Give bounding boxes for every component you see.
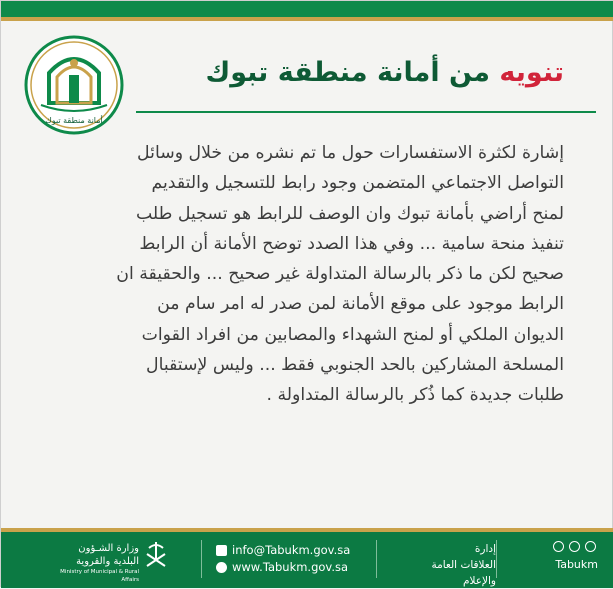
department-line1: إدارة: [474, 543, 496, 555]
header-divider: [136, 111, 596, 113]
page-title: [205, 57, 564, 88]
ministry-emblem: [143, 540, 169, 574]
department-name: [396, 541, 496, 589]
website-link[interactable]: www.Tabukm.gov.sa: [232, 560, 349, 574]
ministry-name: [59, 542, 139, 584]
top-green-band: [1, 1, 613, 21]
body-line: لمنح أراضي بأمانة تبوك وان الوصف للرابط هو تسجيل طلب: [135, 203, 564, 224]
contact-info: [216, 542, 350, 576]
body-line: تنفيذ منحة سامية ... وفي هذا الصدد توضح الأمانة أن الرابط: [139, 233, 564, 254]
footer-divider: [496, 540, 497, 578]
svg-text:أمانة منطقة تبوك: أمانة منطقة تبوك: [45, 116, 103, 125]
body-line: التواصل الاجتماعي المتضمن وجود رابط للتسجيل والتقديم: [151, 173, 564, 194]
footer-divider: [201, 540, 202, 578]
email-link[interactable]: info@Tabukm.gov.sa: [232, 543, 351, 557]
body-line: طلبات جديدة كما ذُكر بالرسالة المتداولة .: [266, 385, 564, 406]
social-handle: Tabukm: [555, 558, 598, 571]
body-line: إشارة لكثرة الاستفسارات حول ما تم نشره من خلال وسائل: [137, 143, 564, 163]
globe-icon: [216, 562, 227, 573]
email-icon: [216, 545, 227, 556]
body-line: الرابط موجود على موقع الأمانة لمن صدر له امر سام من: [157, 294, 564, 315]
body-line: المسلحة المشاركين بالحد الجنوبي فقط ... وليس لإستقبال: [146, 355, 564, 376]
snapchat-icon[interactable]: [569, 541, 580, 552]
ministry-line2: البلدية والقروية: [76, 556, 139, 567]
footer-divider: [376, 540, 377, 578]
title-rest: من أمانة منطقة تبوك: [205, 57, 500, 88]
body-line: صحيح لكن ما ذكر بالرسالة المتداولة غير صحيح ... والحقيقة ان: [116, 264, 564, 285]
instagram-icon[interactable]: [553, 541, 564, 552]
body-line: الديوان الملكي أو لمنح الشهداء والمصابين من افراد القوات: [141, 324, 564, 345]
header: [1, 21, 613, 125]
announcement-body: [51, 138, 564, 411]
amanah-logo: [19, 33, 129, 138]
footer: [1, 528, 613, 588]
title-highlight: تنويه: [499, 57, 564, 88]
ministry-line1: وزارة الشـؤون: [78, 543, 139, 554]
social-icons: [553, 541, 596, 552]
department-line2: العلاقات العامة والإعلام: [431, 559, 496, 587]
twitter-icon[interactable]: [585, 541, 596, 552]
ministry-english: Ministry of Municipal & Rural Affairs: [60, 569, 139, 583]
